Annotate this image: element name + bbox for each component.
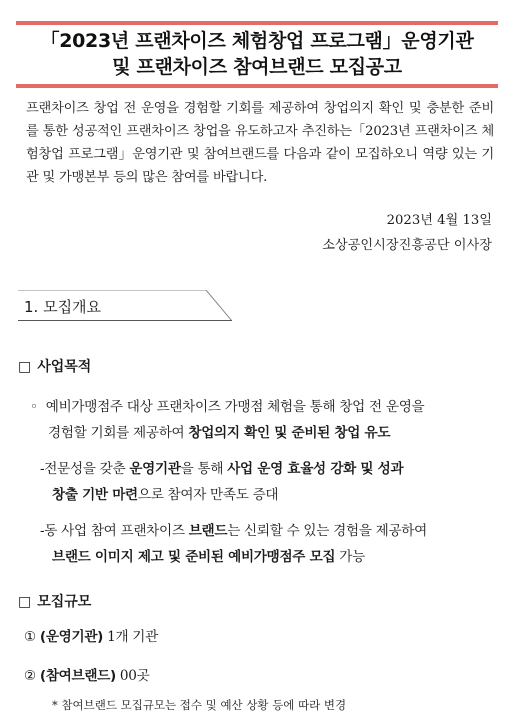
purpose-item-3-cont: [52, 542, 365, 572]
section-title: 1. 모집개요: [24, 298, 102, 316]
purpose-heading: [18, 356, 91, 376]
purpose-item-3-emphasis-a: 브랜드: [188, 523, 228, 539]
circled-number-2-icon: ②: [24, 668, 36, 684]
announcement-date: 2023년 4월 13일: [386, 213, 492, 228]
title-top-rule: [16, 21, 498, 25]
scale-item-2-value: 00곳: [115, 668, 150, 684]
scale-item-2: [24, 661, 149, 691]
scale-item-1-value: 1개 기관: [103, 629, 158, 645]
announcement-title-line1: 「2023년 프랜차이즈 체험창업 프로그램」운영기관: [40, 30, 474, 52]
bullet-circle-icon: ◦: [30, 399, 38, 415]
purpose-item-1-line2: 경험할 기회를 제공하여: [48, 425, 189, 441]
scale-heading-label: 모집규모: [37, 594, 92, 610]
purpose-item-3-text-a: -동 사업 참여 프랜차이즈: [40, 523, 189, 539]
announcement-title-line2: 및 프랜차이즈 참여브랜드 모집공고: [112, 56, 402, 78]
purpose-item-2-emphasis-b: 사업 운영 효율성 강화 및 성과: [227, 461, 404, 477]
purpose-item-3-text-b: 는 신뢰할 수 있는 경험을 제공하여: [227, 523, 427, 539]
purpose-item-2-text-a: -전문성을 갖춘: [40, 461, 130, 477]
checkbox-square-icon: □: [18, 594, 32, 610]
intro-paragraph: 프랜차이즈 창업 전 운영을 경험할 기회를 제공하여 창업의지 확인 및 충분한 준비를 통한 성공적인 프랜차이즈 창업을 유도하고자 추진하는「2023년 프랜차이즈 체험창업 프로그램」운영기관 및 참여브랜드를 다음과 같이 모집하오니 역량 있는 기관 및 가맹본부 등의 많은 참여를 바랍니다.: [26, 101, 494, 185]
scale-item-1-label: (운영기관): [39, 629, 104, 645]
checkbox-square-icon: □: [18, 359, 32, 375]
purpose-item-2-emphasis-c: 창출 기반 마련: [52, 487, 138, 503]
scale-heading: [18, 591, 91, 611]
purpose-item-1-cont: [48, 418, 390, 448]
purpose-item-2-text-c: 으로 참여자 만족도 증대: [137, 487, 279, 503]
purpose-item-1-line1: 예비가맹점주 대상 프랜차이즈 가맹점 체험을 통해 창업 전 운영을: [45, 399, 425, 415]
purpose-item-1-emphasis: 창업의지 확인 및 준비된 창업 유도: [188, 425, 391, 441]
announcement-signer: 소상공인시장진흥공단 이사장: [322, 238, 492, 253]
scale-item-1: [24, 622, 158, 652]
purpose-item-2-text-b: 을 통해: [180, 461, 228, 477]
circled-number-1-icon: ①: [24, 629, 36, 645]
purpose-item-3-text-c: 가능: [335, 549, 365, 565]
section-header-box: [18, 290, 232, 321]
scale-item-2-label: (참여브랜드): [39, 668, 116, 684]
purpose-item-2-cont: [52, 480, 278, 510]
purpose-item-3-emphasis-b: 브랜드 이미지 제고 및 준비된 예비가맹점주 모집: [52, 549, 336, 565]
purpose-item-2-emphasis-a: 운영기관: [129, 461, 181, 477]
scale-note: * 참여브랜드 모집규모는 접수 및 예산 상황 등에 따라 변경: [52, 698, 347, 712]
purpose-heading-label: 사업목적: [37, 359, 92, 375]
title-bottom-rule: [16, 84, 498, 88]
